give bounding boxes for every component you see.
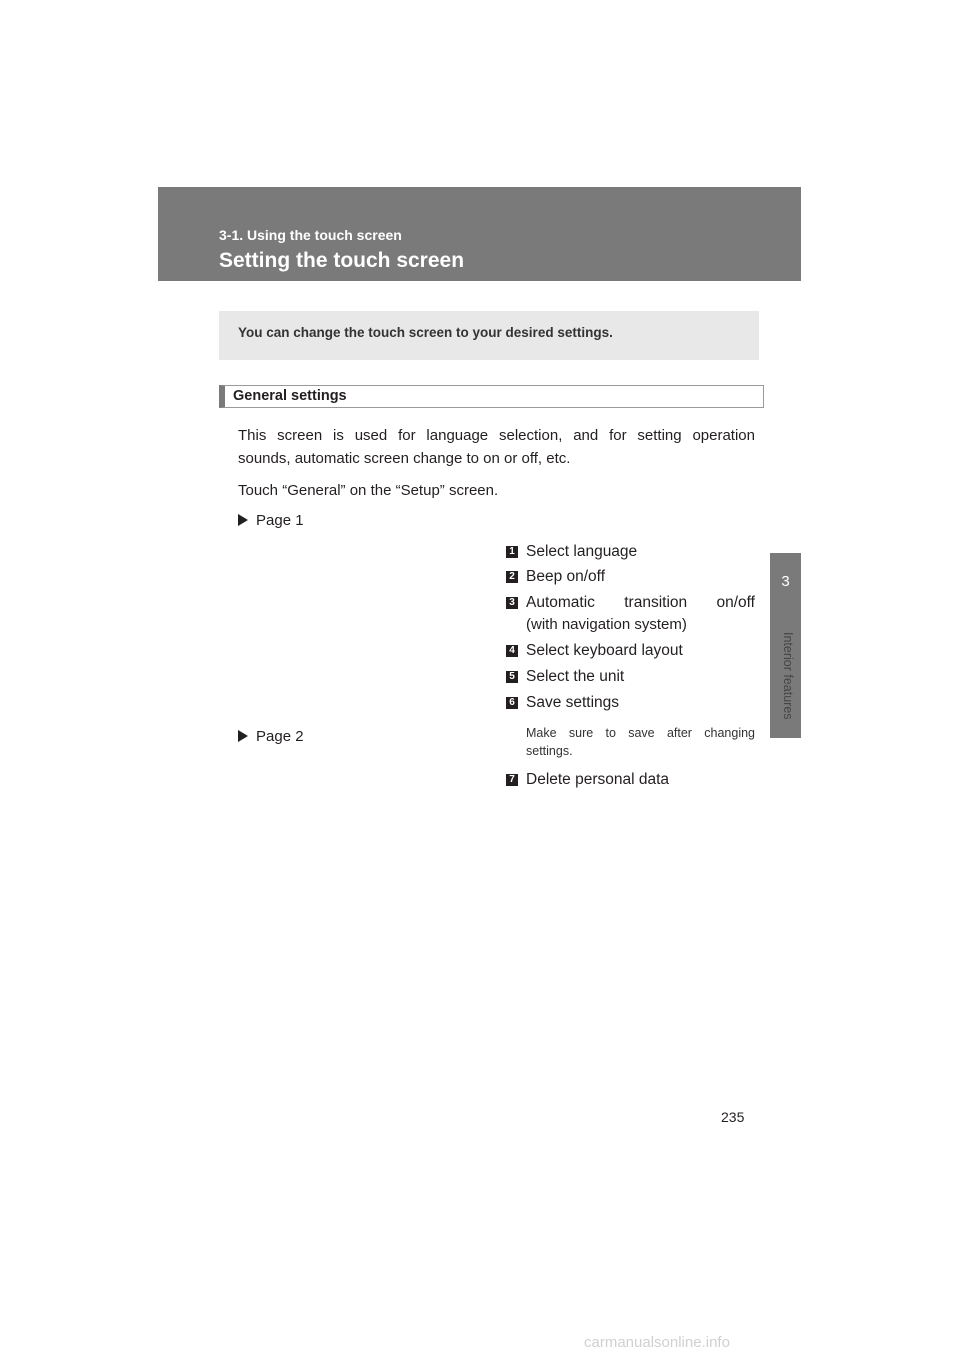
page-title: Setting the touch screen [219,249,465,272]
number-badge: 2 [506,571,518,583]
number-badge: 4 [506,645,518,657]
triangle-bullet-icon [238,514,248,526]
chapter-name: Interior features [781,632,795,720]
triangle-bullet-icon [238,730,248,742]
subsection-header [219,385,764,408]
page-1-label: Page 1 [256,512,304,529]
number-badge: 7 [506,774,518,786]
page-2-item [238,728,304,745]
page-1-item [238,512,304,529]
header-band [158,187,801,281]
list-item-text: Select language [526,543,638,560]
watermark: carmanualsonline.info [584,1334,730,1351]
number-badge: 6 [506,697,518,709]
description-paragraph [238,424,755,470]
list-item-text: Automatic transition on/off [526,594,755,611]
list-item-subtext: (with navigation system) [526,616,687,633]
number-badge: 1 [506,546,518,558]
save-note: Make sure to save after changing settings. [526,726,755,758]
list-item-text: Delete personal data [526,771,670,788]
page-number: 235 [721,1109,745,1125]
chapter-number: 3 [781,573,790,590]
description-line-2: sounds, automatic screen change to on or off, etc. [238,450,571,467]
description-line-1: This screen is used for language selection, and for setting operation [238,427,755,444]
list-item-text: Select keyboard layout [526,642,683,659]
subsection-title: General settings [233,388,347,404]
instruction-text: Touch “General” on the “Setup” screen. [238,482,499,499]
page-2-label: Page 2 [256,728,304,745]
intro-box [219,311,759,360]
intro-text: You can change the touch screen to your desired settings. [238,325,613,340]
number-badge: 3 [506,597,518,609]
list-item-text: Select the unit [526,668,625,685]
number-badge: 5 [506,671,518,683]
list-item-text: Save settings [526,694,620,711]
list-item-text: Beep on/off [526,568,606,585]
section-label: 3-1. Using the touch screen [219,227,402,243]
